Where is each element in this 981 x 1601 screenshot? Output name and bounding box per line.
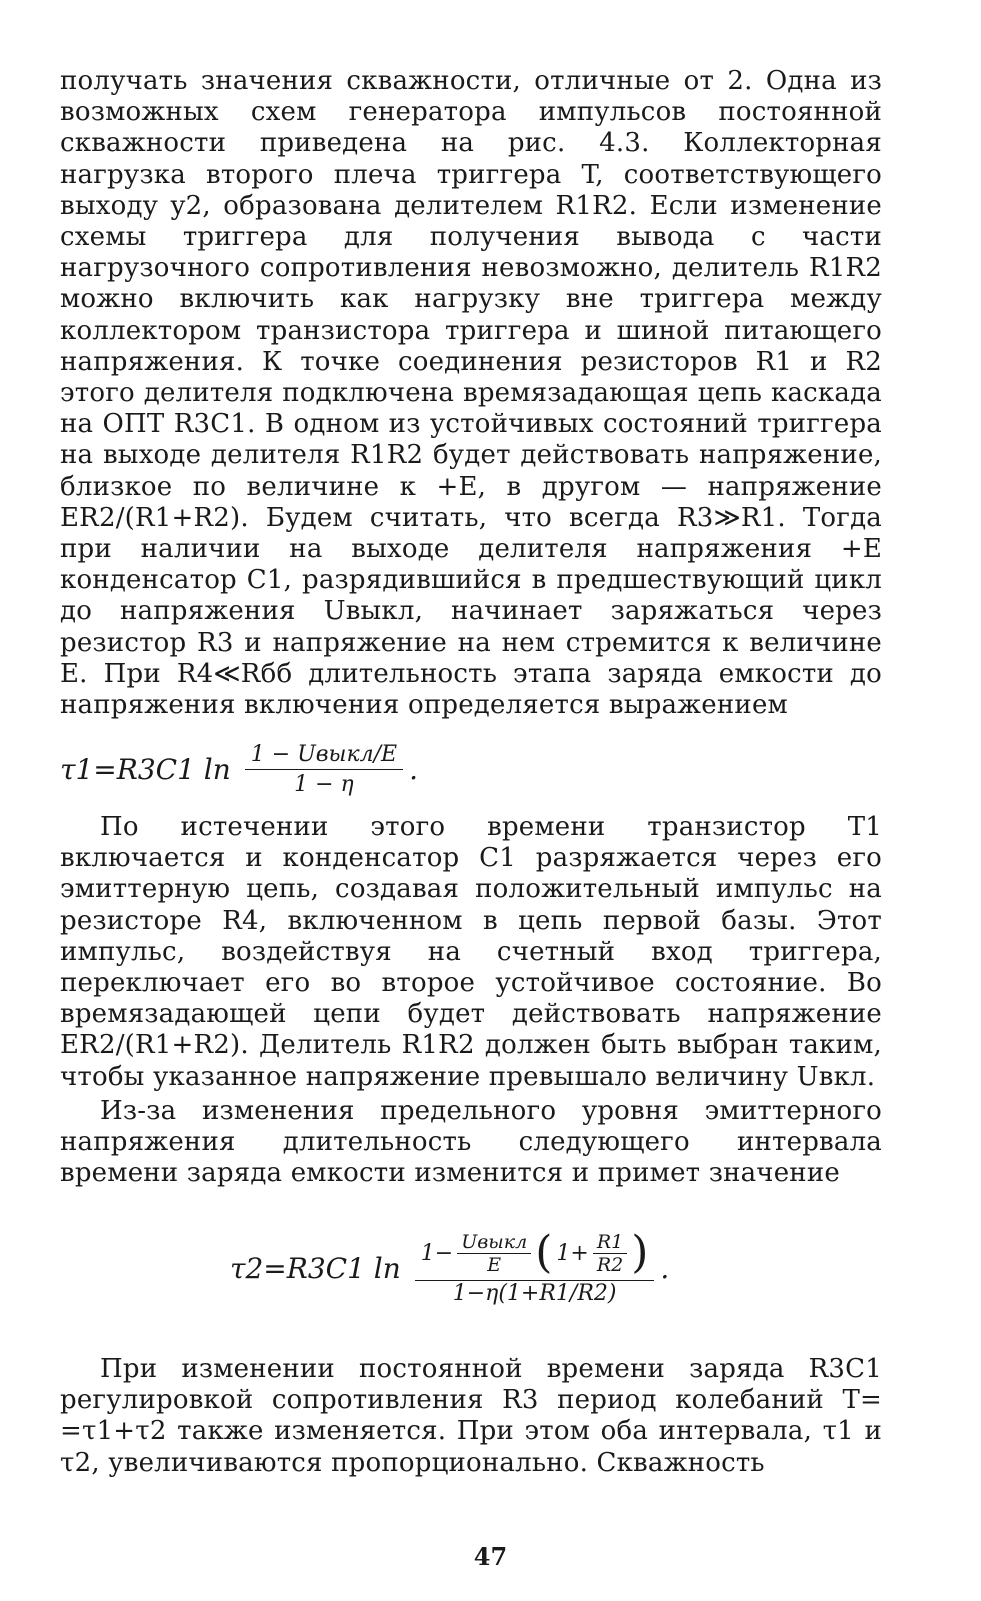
formula-tau2-paren-open: ( — [535, 1227, 553, 1278]
paragraph-block-2 — [60, 812, 882, 1093]
formula-tau1-numerator: 1 − Uвыкл/E — [245, 742, 403, 770]
formula-tau2-inner-den: E — [487, 1253, 502, 1276]
paragraph-block-3 — [60, 1096, 882, 1190]
formula-tau2-ratio-num: R1 — [593, 1231, 627, 1254]
formula-tau2-paren-close: ) — [631, 1227, 649, 1278]
page-number: 47 — [473, 1542, 508, 1571]
formula-tau2-denominator: 1−η(1+R1/R2) — [452, 1280, 617, 1306]
formula-tau1-end: . — [409, 752, 419, 786]
paragraph-block-1 — [60, 66, 882, 721]
formula-tau2-inner-fraction — [457, 1231, 531, 1276]
formula-tau2-end: . — [660, 1251, 670, 1285]
formula-tau1-lhs: τ1=R3C1 ln — [60, 752, 231, 786]
formula-tau1 — [60, 738, 418, 800]
formula-tau1-denominator: 1 − η — [294, 771, 354, 797]
paragraph-4: При изменении постоянной времени заряда R3C1 регулировкой сопротивления R3 период колебаний T= =τ1+τ2 также изменяется. При этом оба интервала, τ1 и τ2, увеличиваются пропорционально. Скважность — [60, 1354, 882, 1478]
paragraph-3: Из-за изменения предельного уровня эмиттерного напряжения длительность следующего интервала времени заряда емкости изменится и примет значение — [60, 1096, 882, 1189]
paragraph-block-4 — [60, 1354, 882, 1479]
formula-tau1-fraction — [245, 742, 403, 797]
formula-tau2 — [230, 1212, 669, 1324]
paragraph-2: По истечении этого времени транзистор T1 включается и конденсатор C1 разряжается через его эмиттерную цепь, создавая положительный импульс на резисторе R4, включенном в цепь первой базы. Этот импульс, воздействуя на счетный вход триггера, переключает его во второе устойчивое состояние. Во времязадающей цепи будет действовать напряжение ER2/(R1+R2). Делитель R1R2 должен быть выбран таким, чтобы указанное напряжение превышало величину Uвкл. — [60, 812, 882, 1092]
formula-tau2-inner-num: Uвыкл — [457, 1231, 531, 1254]
formula-tau2-ratio — [593, 1231, 627, 1276]
formula-tau2-fraction — [415, 1227, 655, 1306]
formula-tau2-one-plus: 1+ — [556, 1240, 589, 1266]
paragraph-1: получать значения скважности, отличные от 2. Одна из возможных схем генератора импульсов постоянной скважности приведена на рис. 4.3. Коллекторная нагрузка второго плеча триггера T, соответствующего выходу y2, образована делителем R1R2. Если изменение схемы триггера для получения вывода с части нагрузочного сопротивления невозможно, делитель R1R2 можно включить как нагрузку вне триггера между коллектором транзистора триггера и шиной питающего напряжения. К точке соединения резисторов R1 и R2 этого делителя подключена времязадающая цепь каскада на ОПТ R3C1. В одном из устойчивых состояний триггера на выходе делителя R1R2 будет действовать напряжение, близкое по величине к +E, в другом — напряжение ER2/(R1+R2). Будем считать, что всегда R3≫R1. Тогда при наличии на выходе делителя напряжения +E конденсатор C1, разрядившийся в предшествующий цикл до напряжения Uвыкл, начинает заряжаться через резистор R3 и напряжение на нем стремится к величине E. При R4≪Rбб длительность этапа заряда емкости до напряжения включения определяется выражением — [60, 66, 882, 721]
formula-tau2-num-lead: 1− — [420, 1240, 454, 1266]
formula-tau2-numerator — [415, 1227, 655, 1281]
formula-tau2-ratio-den: R2 — [596, 1253, 624, 1276]
formula-tau2-lhs: τ2=R3C1 ln — [230, 1251, 401, 1285]
